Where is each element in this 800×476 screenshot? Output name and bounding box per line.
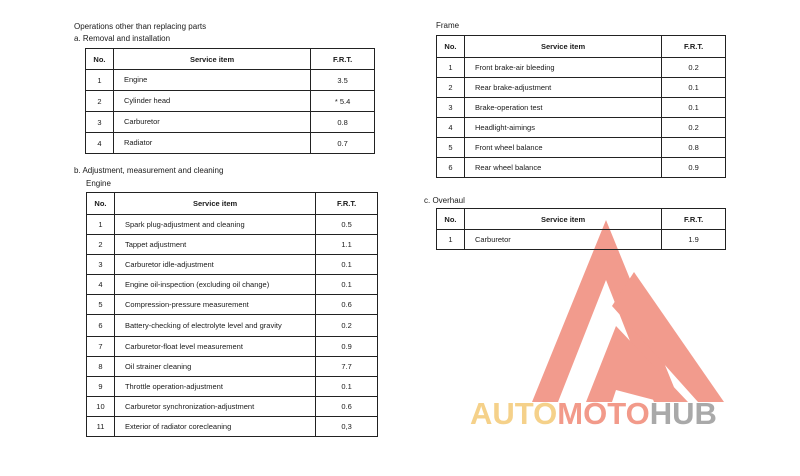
- row-frt: 0,3: [316, 417, 378, 437]
- table-overhaul: [436, 208, 726, 250]
- row-no: 1: [86, 70, 114, 91]
- row-frt: 7.7: [316, 357, 378, 377]
- row-no: 1: [87, 215, 115, 235]
- row-item: Battery-checking of electrolyte level and gravity: [114, 315, 315, 337]
- row-item: Compression-pressure measurement: [114, 295, 315, 315]
- row-frt: 1.1: [316, 235, 378, 255]
- row-item: Spark plug-adjustment and cleaning: [114, 215, 315, 235]
- section-a-label: a. Removal and installation: [74, 34, 171, 43]
- table-row: [87, 417, 378, 437]
- table-row: [437, 158, 726, 178]
- table-row: [87, 337, 378, 357]
- row-no: 3: [87, 255, 115, 275]
- row-frt: 0.8: [662, 138, 726, 158]
- table-row: [87, 357, 378, 377]
- header-frt: F.R.T.: [311, 49, 375, 70]
- header-no: No.: [87, 193, 115, 215]
- row-item: Carburetor-float level measurement: [114, 337, 315, 357]
- table-row: [87, 377, 378, 397]
- row-no: 4: [437, 118, 465, 138]
- watermark-moto: MOTO: [557, 396, 650, 431]
- row-no: 1: [437, 58, 465, 78]
- table-row: [437, 230, 726, 250]
- row-no: 6: [87, 315, 115, 337]
- row-no: 4: [86, 133, 114, 154]
- row-item: Rear brake-adjustment: [464, 78, 661, 98]
- table-header-row: [437, 209, 726, 230]
- row-item: Engine oil-inspection (excluding oil change): [114, 275, 315, 295]
- table-row: [87, 255, 378, 275]
- section-b-sublabel: Engine: [86, 179, 111, 188]
- row-frt: 0.6: [316, 295, 378, 315]
- section-c-label: c. Overhaul: [424, 196, 465, 205]
- watermark-hub: HUB: [649, 396, 717, 431]
- table-row: [87, 295, 378, 315]
- table-row: [87, 235, 378, 255]
- row-item: Tappet adjustment: [114, 235, 315, 255]
- row-no: 3: [437, 98, 465, 118]
- row-no: 2: [87, 235, 115, 255]
- row-item: Front brake-air bleeding: [464, 58, 661, 78]
- row-no: 4: [87, 275, 115, 295]
- table-row: [437, 78, 726, 98]
- row-item: Headlight-aimings: [464, 118, 661, 138]
- row-frt: 0.6: [316, 397, 378, 417]
- header-no: No.: [437, 36, 465, 58]
- row-item: Engine: [113, 70, 310, 91]
- table-row: [437, 98, 726, 118]
- row-item: Throttle operation-adjustment: [114, 377, 315, 397]
- row-frt: 1.9: [662, 230, 726, 250]
- table-row: [86, 133, 375, 154]
- row-frt: 0.1: [316, 377, 378, 397]
- row-frt: 0.8: [311, 112, 375, 133]
- row-frt: * 5.4: [311, 91, 375, 112]
- table-row: [86, 91, 375, 112]
- row-no: 11: [87, 417, 115, 437]
- row-frt: 0.1: [316, 275, 378, 295]
- row-item: Brake-operation test: [464, 98, 661, 118]
- row-no: 10: [87, 397, 115, 417]
- table-row: [87, 397, 378, 417]
- row-item: Carburetor idle-adjustment: [114, 255, 315, 275]
- table-header-row: [437, 36, 726, 58]
- row-item: Exterior of radiator corecleaning: [114, 417, 315, 437]
- row-frt: 0.9: [662, 158, 726, 178]
- row-item: Carburetor: [464, 230, 661, 250]
- row-item: Oil strainer cleaning: [114, 357, 315, 377]
- row-item: Carburetor: [113, 112, 310, 133]
- frame-label: Frame: [436, 21, 460, 30]
- row-frt: 0.1: [662, 78, 726, 98]
- row-no: 5: [437, 138, 465, 158]
- table-header-row: [86, 49, 375, 70]
- row-item: Carburetor synchronization-adjustment: [114, 397, 315, 417]
- row-frt: 0.2: [662, 58, 726, 78]
- header-no: No.: [86, 49, 114, 70]
- row-frt: 0.1: [662, 98, 726, 118]
- table-row: [87, 315, 378, 337]
- table-row: [86, 112, 375, 133]
- table-removal-installation: [85, 48, 375, 154]
- header-frt: F.R.T.: [662, 209, 726, 230]
- section-heading: Operations other than replacing parts: [74, 22, 207, 31]
- header-service-item: Service item: [114, 193, 315, 215]
- row-no: 7: [87, 337, 115, 357]
- table-row: [437, 58, 726, 78]
- row-no: 8: [87, 357, 115, 377]
- table-adjustment-measurement: [86, 192, 378, 437]
- row-no: 1: [437, 230, 465, 250]
- row-item: Radiator: [113, 133, 310, 154]
- row-item: Front wheel balance: [464, 138, 661, 158]
- row-frt: 0.7: [311, 133, 375, 154]
- header-frt: F.R.T.: [316, 193, 378, 215]
- row-item: Rear wheel balance: [464, 158, 661, 178]
- row-no: 2: [437, 78, 465, 98]
- table-row: [437, 138, 726, 158]
- watermark-text: [470, 398, 717, 430]
- header-service-item: Service item: [113, 49, 310, 70]
- row-no: 5: [87, 295, 115, 315]
- row-frt: 0.5: [316, 215, 378, 235]
- header-service-item: Service item: [464, 209, 661, 230]
- row-frt: 0.2: [316, 315, 378, 337]
- row-frt: 0.2: [662, 118, 726, 138]
- section-b-label: b. Adjustment, measurement and cleaning: [74, 166, 224, 175]
- table-row: [437, 118, 726, 138]
- row-item: Cylinder head: [113, 91, 310, 112]
- row-no: 9: [87, 377, 115, 397]
- row-frt: 0.1: [316, 255, 378, 275]
- header-service-item: Service item: [464, 36, 661, 58]
- table-header-row: [87, 193, 378, 215]
- watermark-auto: AUTO: [470, 396, 558, 431]
- row-frt: 3.5: [311, 70, 375, 91]
- row-frt: 0.9: [316, 337, 378, 357]
- row-no: 3: [86, 112, 114, 133]
- table-row: [87, 275, 378, 295]
- table-row: [86, 70, 375, 91]
- header-frt: F.R.T.: [662, 36, 726, 58]
- table-row: [87, 215, 378, 235]
- row-no: 2: [86, 91, 114, 112]
- header-no: No.: [437, 209, 465, 230]
- row-no: 6: [437, 158, 465, 178]
- table-frame: [436, 35, 726, 178]
